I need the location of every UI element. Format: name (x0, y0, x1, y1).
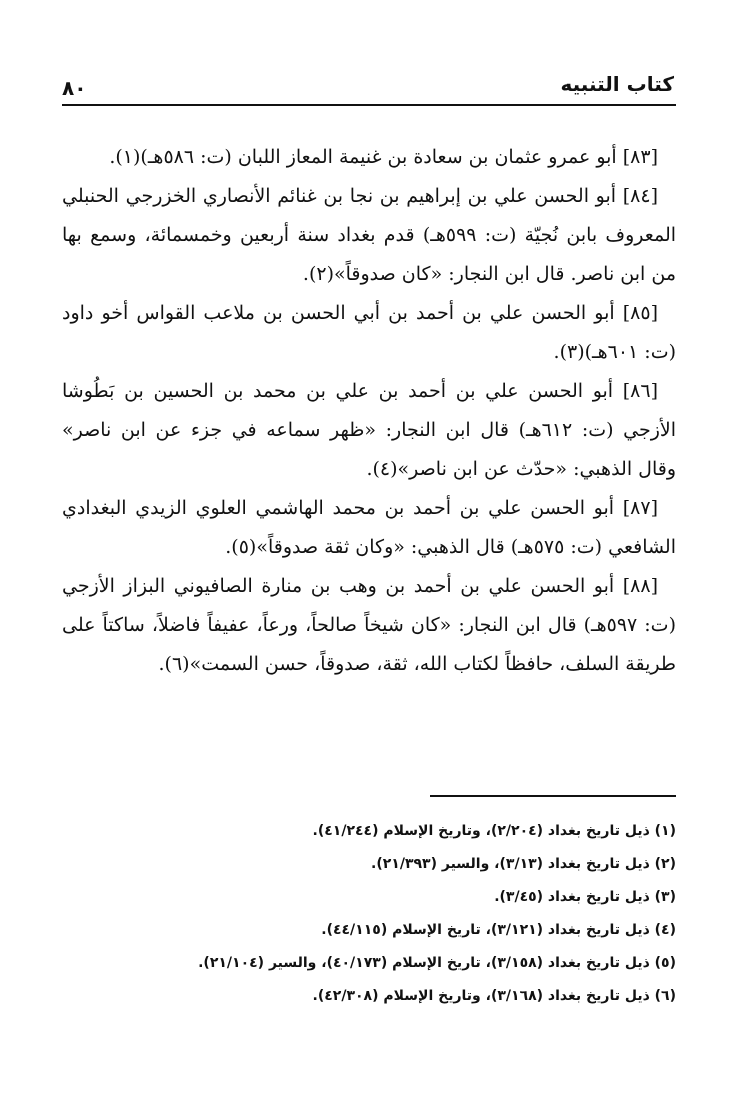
entry-text: [٨٣] أبو عمرو عثمان بن سعادة بن غنيمة المعاز اللبان (ت: ٥٨٦هـ)(١). (109, 146, 658, 168)
footnote-5: (٥) ذيل تاريخ بغداد (٣/١٥٨)، تاريخ الإسلام (٤٠/١٧٣)، والسير (٢١/١٠٤). (198, 955, 676, 971)
entry-83 (62, 138, 676, 177)
page-number: ٨٠ (62, 76, 87, 100)
footnotes (62, 815, 676, 1013)
entry-85 (62, 294, 676, 372)
entry-text: [٨٧] أبو الحسن علي بن أحمد بن محمد الهاشمي العلوي الزيدي البغدادي الشافعي (ت: ٥٧٥هـ) قال الذهبي: «وكان ثقة صدوقاً»(٥). (62, 497, 676, 558)
entry-text: [٨٤] أبو الحسن علي بن إبراهيم بن نجا بن غنائم الأنصاري الخزرجي الحنبلي المعروف بابن نُجيّة (ت: ٥٩٩هـ) قدم بغداد سنة أربعين وخمسمائة، وسمع بها من ابن ناصر. قال ابن النجار: «كان صدوقاً»(٢). (62, 185, 677, 285)
book-title: كتاب التنبيه (560, 72, 674, 96)
footnote-2: (٢) ذيل تاريخ بغداد (٣/١٣)، والسير (٢١/٣٩٣). (371, 856, 676, 872)
entry-text: [٨٨] أبو الحسن علي بن أحمد بن وهب بن منارة الصافيوني البزاز الأزجي (ت: ٥٩٧هـ) قال ابن النجار: «كان شيخاً صالحاً، ورعاً، عفيفاً فاضلاً، ساكتاً على طريقة السلف، حافظاً لكتاب الله، ثقة، صدوقاً، حسن السمت»(٦). (62, 575, 676, 675)
header-divider (62, 104, 676, 106)
footnote-1: (١) ذيل تاريخ بغداد (٢/٢٠٤)، وتاريخ الإسلام (٤١/٢٤٤). (312, 823, 676, 839)
entry-84 (62, 177, 676, 294)
entry-87 (62, 489, 676, 567)
entry-text: [٨٥] أبو الحسن علي بن أحمد بن أبي الحسن بن ملاعب القواس أخو داود (ت: ٦٠١هـ)(٣). (62, 302, 676, 363)
footnote-divider (430, 795, 676, 797)
entry-88 (62, 567, 676, 684)
biography-entries (62, 138, 676, 684)
entry-86 (62, 372, 676, 489)
page-header (62, 70, 674, 104)
footnote-4: (٤) ذيل تاريخ بغداد (٣/١٢١)، تاريخ الإسلام (٤٤/١١٥). (321, 922, 676, 938)
footnote-6: (٦) ذيل تاريخ بغداد (٣/١٦٨)، وتاريخ الإسلام (٤٢/٣٠٨). (312, 988, 676, 1004)
entry-text: [٨٦] أبو الحسن علي بن أحمد بن علي بن محمد بن الحسين بن بَطُوشا الأزجي (ت: ٦١٢هـ) قال ابن النجار: «ظهر سماعه في جزء عن ابن ناصر» وقال الذهبي: «حدّث عن ابن ناصر»(٤). (62, 380, 676, 480)
footnote-3: (٣) ذيل تاريخ بغداد (٣/٤٥). (494, 889, 676, 905)
